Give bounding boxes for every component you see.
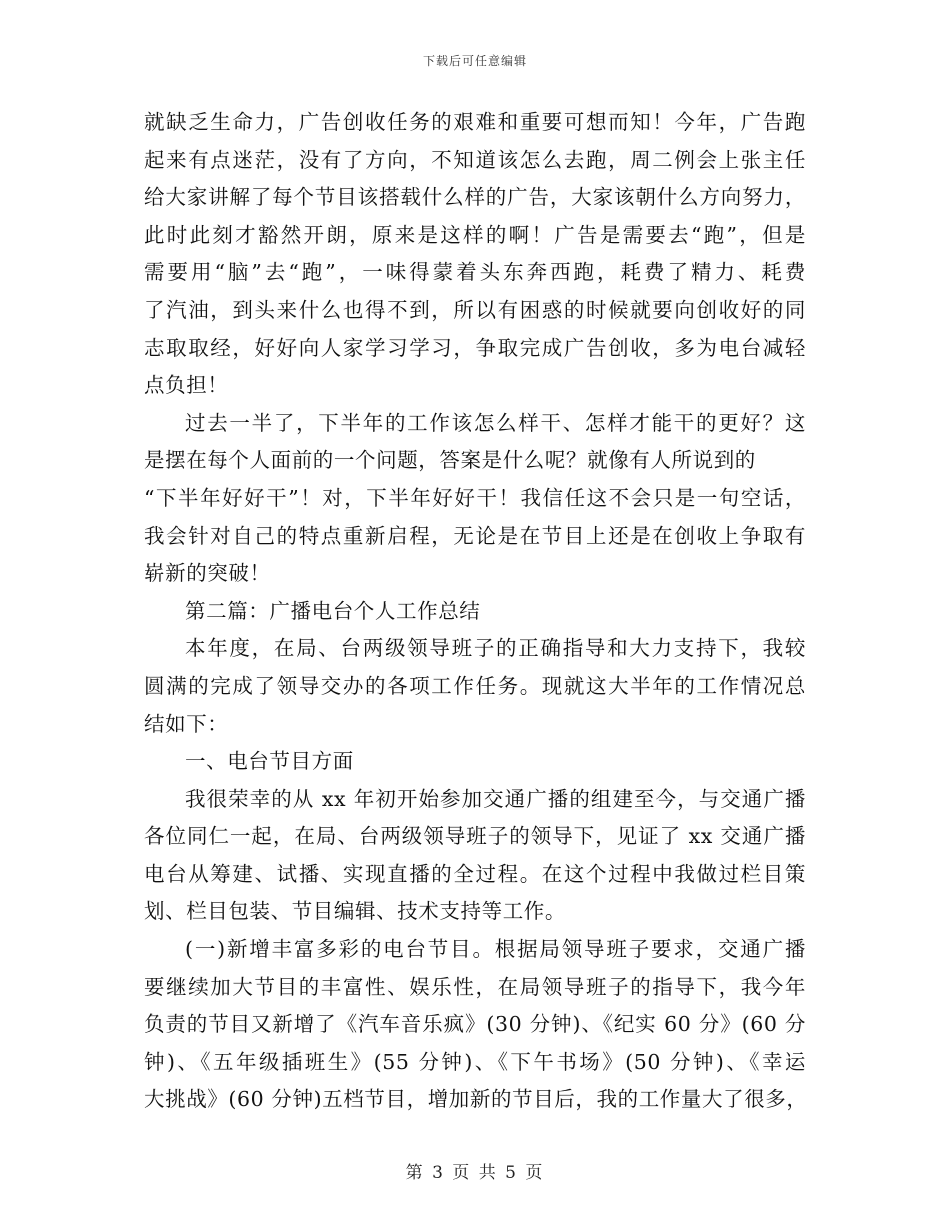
text-line: 结如下： (144, 711, 229, 736)
text-line: 钟)、《五年级插班生》(55 分钟)、《下午书场》(50 分钟)、《幸运 (144, 1049, 806, 1074)
text-line: 电台从筹建、试播、实现直播的全过程。在这个过程中我做过栏目策 (144, 861, 806, 886)
text-line: 了汽油，到头来什么也得不到，所以有困惑的时候就要向创收好的同 (144, 297, 806, 322)
text-line: 本年度，在局、台两级领导班子的正确指导和大力支持下，我较 (185, 636, 806, 661)
text-line: 各位同仁一起，在局、台两级领导班子的领导下，见证了 xx 交通广播 (144, 824, 806, 849)
text-line: 划、栏目包装、节目编辑、技术支持等工作。 (144, 899, 566, 924)
text-line: 第二篇：广播电台个人工作总结 (185, 598, 481, 623)
text-line: 起来有点迷茫，没有了方向，不知道该怎么去跑，周二例会上张主任 (144, 147, 806, 172)
text-line: 负责的节目又新增了《汽车音乐疯》(30 分钟)、《纪实 60 分》(60 分 (144, 1012, 806, 1037)
text-line: 是摆在每个人面前的一个问题，答案是什么呢？就像有人所说到的 (144, 448, 756, 473)
text-line: 就缺乏生命力，广告创收任务的艰难和重要可想而知！今年，广告跑 (144, 110, 806, 134)
text-line: 圆满的完成了领导交办的各项工作任务。现就这大半年的工作情况总 (144, 673, 806, 698)
text-line: 一、电台节目方面 (185, 749, 354, 774)
text-line: 需要用“脑”去“跑”，一味得蒙着头东奔西跑，耗费了精力、耗费 (144, 260, 806, 285)
page-header: 下载后可任意编辑 (422, 54, 527, 68)
text-line: 大挑战》(60 分钟)五档节目，增加新的节目后，我的工作量大了很多， (144, 1087, 808, 1112)
text-line: 给大家讲解了每个节目该搭载什么样的广告，大家该朝什么方向努力， (144, 185, 806, 210)
page-number-footer: 第 3 页 共 5 页 (405, 1163, 545, 1183)
text-line: “下半年好好干”！对，下半年好好干！我信任这不会只是一句空话， (144, 485, 806, 510)
document-body (144, 104, 806, 1119)
text-line: 我会针对自己的特点重新启程，无论是在节目上还是在创收上争取有 (144, 523, 806, 548)
text-line: 我很荣幸的从 xx 年初开始参加交通广播的组建至今，与交通广播 (185, 786, 806, 811)
text-line: 崭新的突破！ (144, 561, 271, 586)
text-line: (一)新增丰富多彩的电台节目。根据局领导班子要求，交通广播 (185, 937, 806, 962)
text-line: 此时此刻才豁然开朗，原来是这样的啊！广告是需要去“跑”，但是 (144, 222, 806, 247)
text-line: 要继续加大节目的丰富性、娱乐性，在局领导班子的指导下，我今年 (144, 974, 806, 999)
text-line: 过去一半了，下半年的工作该怎么样干、怎样才能干的更好？这 (185, 410, 806, 435)
text-line: 志取取经，好好向人家学习学习，争取完成广告创收，多为电台减轻 (144, 335, 806, 360)
text-line: 点负担！ (144, 373, 229, 398)
